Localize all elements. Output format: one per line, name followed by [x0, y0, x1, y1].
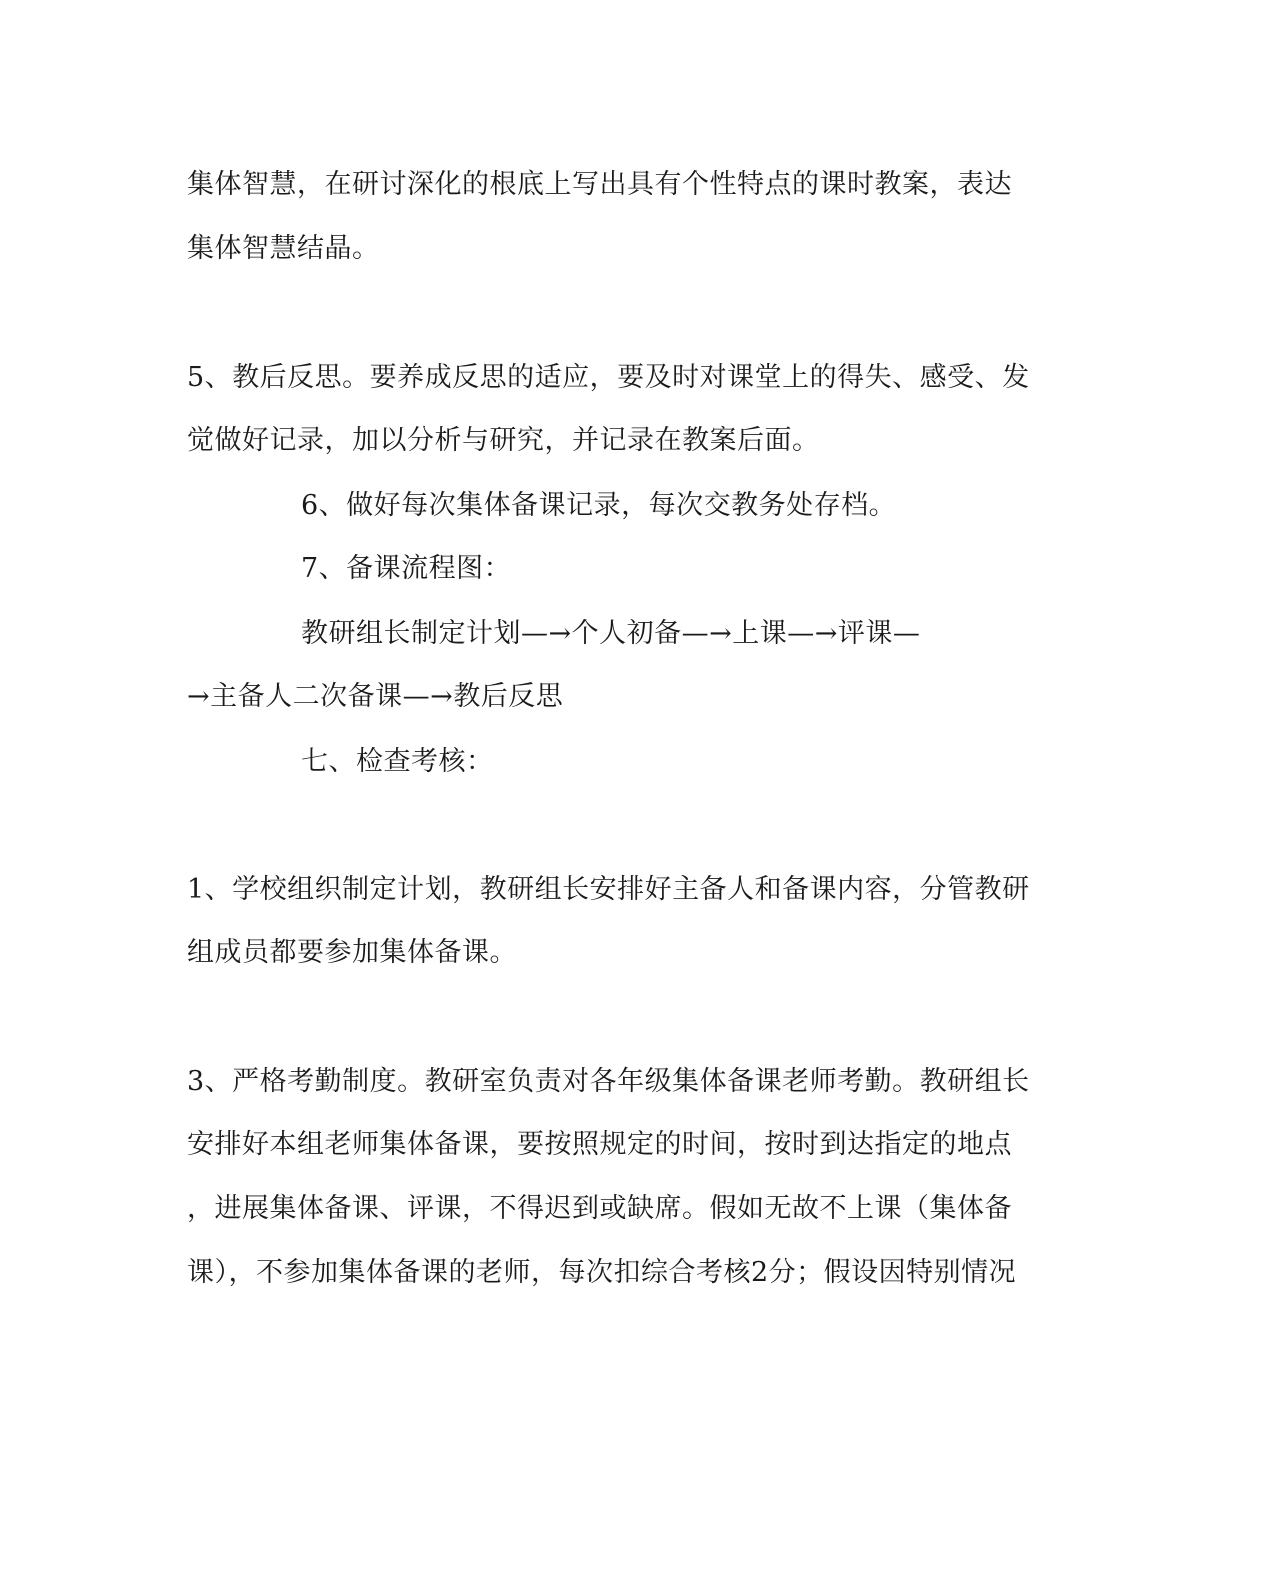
text-line: ，进展集体备课、评课，不得迟到或缺席。假如无故不上课（集体备 — [187, 1193, 1012, 1224]
text-line: 教研组长制定计划—→个人初备—→上课—→评课— — [301, 618, 921, 649]
text-line: 集体智慧结晶。 — [187, 233, 380, 264]
text-line: 集体智慧，在研讨深化的根底上写出具有个性特点的课时教案，表达 — [187, 169, 1012, 200]
text-line: 组成员都要参加集体备课。 — [187, 937, 517, 968]
text-line: 5、教后反思。要养成反思的适应，要及时对课堂上的得失、感受、发 — [187, 362, 1030, 393]
text-line: 7、备课流程图： — [301, 553, 512, 584]
text-line: →主备人二次备课—→教后反思 — [187, 681, 564, 712]
text-line: 6、做好每次集体备课记录，每次交教务处存档。 — [301, 490, 897, 521]
text-line: 觉做好记录，加以分析与研究，并记录在教案后面。 — [187, 425, 820, 456]
text-line: 1、学校组织制定计划，教研组长安排好主备人和备课内容，分管教研 — [187, 874, 1030, 905]
text-line: 课），不参加集体备课的老师，每次扣综合考核2分；假设因特别情况 — [187, 1257, 1017, 1288]
section-heading: 七、检查考核： — [301, 746, 494, 777]
text-line: 安排好本组老师集体备课，要按照规定的时间，按时到达指定的地点 — [187, 1129, 1012, 1160]
text-line: 3、严格考勤制度。教研室负责对各年级集体备课老师考勤。教研组长 — [187, 1066, 1030, 1097]
